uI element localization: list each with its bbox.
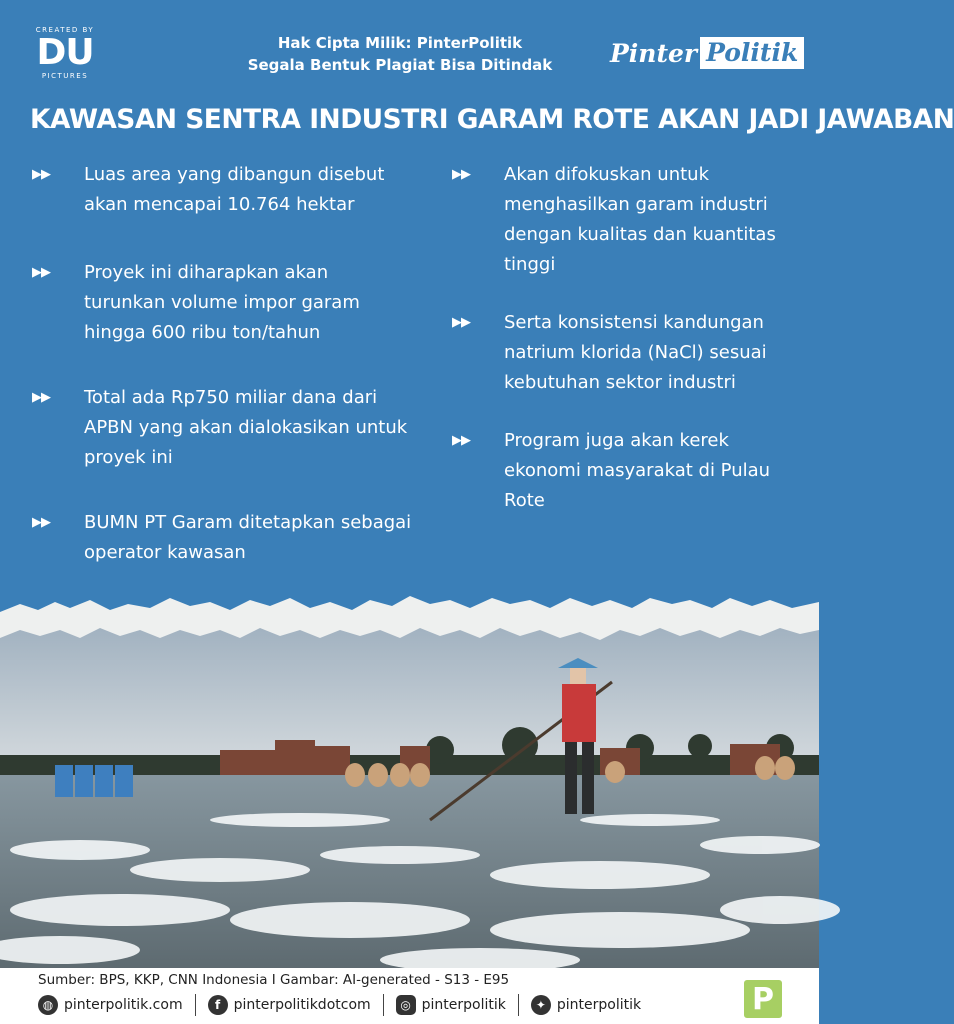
brand-pinter: Pinter (610, 38, 698, 68)
twitter-icon: ✦ (531, 995, 551, 1015)
du-pictures-logo (30, 26, 100, 80)
instagram-icon: ◎ (396, 995, 416, 1015)
list-item (32, 160, 412, 220)
point-text: Luas area yang dibangun disebut akan mencapai 10.764 hektar (84, 164, 385, 215)
logo-pictures: PICTURES (41, 72, 89, 80)
logo-created-by: CREATED BY (35, 26, 95, 34)
double-arrow-right-icon: ▶▶ (32, 265, 50, 280)
globe-icon: ◍ (38, 995, 58, 1015)
page-title: KAWASAN SENTRA INDUSTRI GARAM ROTE AKAN JADI JAWABAN (30, 104, 954, 135)
twitter-link[interactable] (531, 994, 641, 1016)
point-text: BUMN PT Garam ditetapkan sebagai operator kawasan (84, 512, 412, 563)
double-arrow-right-icon: ▶▶ (452, 315, 470, 330)
instagram-link[interactable] (396, 994, 506, 1016)
salt-farm-photo (0, 620, 819, 970)
double-arrow-right-icon: ▶▶ (452, 433, 470, 448)
copyright-notice (230, 32, 570, 76)
copyright-line-1: Hak Cipta Milik: PinterPolitik (277, 34, 523, 52)
double-arrow-right-icon: ▶▶ (32, 390, 50, 405)
copyright-line-2: Segala Bentuk Plagiat Bisa Ditindak (247, 56, 553, 74)
brand-politik: Politik (700, 37, 804, 69)
double-arrow-right-icon: ▶▶ (452, 167, 470, 182)
list-item (32, 258, 412, 348)
list-item (32, 508, 412, 568)
divider (383, 994, 384, 1016)
website-label: pinterpolitik.com (64, 997, 183, 1013)
social-links (38, 994, 641, 1016)
point-text: Proyek ini diharapkan akan turunkan volume impor garam hingga 600 ribu ton/tahun (84, 262, 360, 343)
double-arrow-right-icon: ▶▶ (32, 167, 50, 182)
instagram-label: pinterpolitik (421, 997, 506, 1013)
list-item (32, 383, 412, 473)
torn-paper-edge (0, 590, 819, 670)
website-link[interactable] (38, 994, 183, 1016)
list-item (452, 426, 802, 516)
facebook-label: pinterpolitikdotcom (233, 997, 371, 1013)
right-points-column (452, 160, 802, 516)
divider (518, 994, 519, 1016)
facebook-icon: f (208, 995, 228, 1015)
list-item (452, 160, 802, 280)
point-text: Total ada Rp750 miliar dana dari APBN yang akan dialokasikan untuk proyek ini (84, 387, 408, 468)
source-text: Sumber: BPS, KKP, CNN Indonesia I Gambar: AI-generated - S13 - E95 (38, 972, 510, 988)
list-item (452, 308, 802, 398)
point-text: Program juga akan kerek ekonomi masyarakat di Pulau Rote (504, 430, 771, 511)
point-text: Akan difokuskan untuk menghasilkan garam industri dengan kualitas dan kuantitas tinggi (504, 164, 776, 275)
facebook-link[interactable] (208, 994, 371, 1016)
logo-du-text: DU (36, 32, 94, 73)
pinterpolitik-logo (610, 36, 804, 70)
point-text: Serta konsistensi kandungan natrium klorida (NaCl) sesuai kebutuhan sektor industri (504, 312, 767, 393)
left-points-column (32, 160, 412, 568)
divider (195, 994, 196, 1016)
twitter-label: pinterpolitik (556, 997, 642, 1013)
double-arrow-right-icon: ▶▶ (32, 515, 50, 530)
pinterpolitik-p-logo: P (744, 980, 782, 1018)
